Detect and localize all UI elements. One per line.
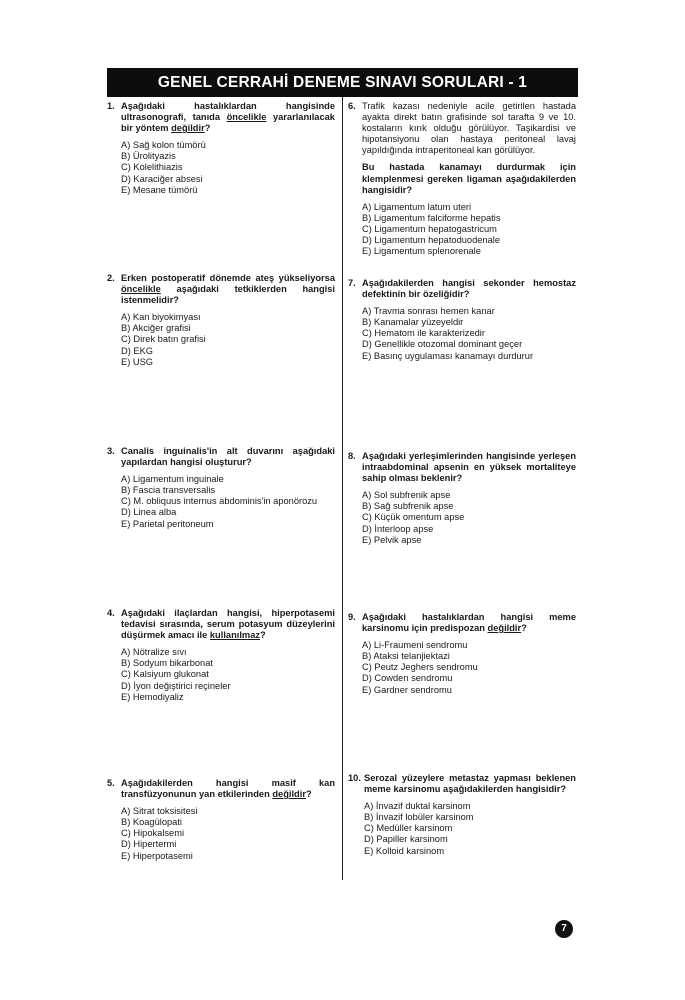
question-2-stem <box>107 273 335 306</box>
question-9 <box>348 612 576 696</box>
question-4 <box>107 608 335 703</box>
question-3-stem <box>107 446 335 468</box>
option-a[interactable]: A) Sol subfrenik apse <box>362 490 451 501</box>
stem-emphasis: değildir <box>487 623 522 634</box>
option-c[interactable]: C) Kalsiyum glukonat <box>121 669 209 680</box>
question-1-options <box>107 140 335 195</box>
question-5-number: 5. <box>107 778 115 788</box>
option-c[interactable]: C) Kolelithiazis <box>121 162 183 173</box>
question-10 <box>348 773 576 857</box>
question-10-options <box>348 801 576 856</box>
stem-emphasis: kullanılmaz <box>209 630 261 641</box>
option-e[interactable]: E) Basınç uygulaması kanamayı durdurur <box>362 350 534 361</box>
option-d[interactable]: D) Karaciğer absesi <box>121 173 203 184</box>
stem-text: Serozal yüzeylere metastaz yapması beklenen meme karsinomu aşağıdakilerden hangisidir? <box>364 773 576 795</box>
question-3-number: 3. <box>107 446 115 456</box>
option-d[interactable]: D) Linea alba <box>121 507 177 518</box>
option-d[interactable]: D) EKG <box>121 345 154 356</box>
question-8 <box>348 451 576 546</box>
option-b[interactable]: B) Ürolityazis <box>121 151 176 162</box>
stem-text: Canalis inguinalis'in alt duvarını aşağıdaki yapılardan hangisi oluşturur? <box>121 446 335 468</box>
stem-text-part: ? <box>521 623 527 634</box>
option-b[interactable]: B) Sodyum bikarbonat <box>121 658 213 669</box>
stem-emphasis: öncelikle <box>226 112 267 123</box>
stem-text-part: Aşağıdaki hastalıklardan hangisi meme karsinomu için predispozan <box>362 612 576 634</box>
option-e[interactable]: E) USG <box>121 356 154 367</box>
option-a[interactable]: A) Ligamentum inguinale <box>121 474 224 485</box>
option-b[interactable]: B) Koagülopati <box>121 817 182 828</box>
option-d[interactable]: D) Cowden sendromu <box>362 673 453 684</box>
option-e[interactable]: E) Ligamentum splenorenale <box>362 246 481 257</box>
page-title: GENEL CERRAHİ DENEME SINAVI SORULARI - 1 <box>107 68 578 97</box>
option-a[interactable]: A) Nötralize sıvı <box>121 647 187 658</box>
question-3-options <box>107 474 335 529</box>
option-d[interactable]: D) İyon değiştirici reçineler <box>121 680 231 691</box>
stem-text: Aşağıdakilerden hangisi sekonder hemostaz defektinin bir özeliğidir? <box>362 278 576 300</box>
case-text: Trafik kazası nedeniyle acile getirilen hastada ayakta direkt batın grafisinde sol tarafta 9 ve 10. kostaların kırık olduğu görülüyor. Taşikardisi ve hipotansiyonu olan hastaya peritoneal lavaj yapıldığında intraperitoneal kan görülüyor. <box>362 101 576 156</box>
option-d[interactable]: D) Ligamentum hepatoduodenale <box>362 235 501 246</box>
page-number: 7 <box>555 920 573 938</box>
option-c[interactable]: C) Hematom ile karakterizedir <box>362 328 485 339</box>
option-b[interactable]: B) Akciğer grafisi <box>121 323 191 334</box>
option-d[interactable]: D) Genellikle otozomal dominant geçer <box>362 339 523 350</box>
stem-text-part: Aşağıdakilerden hangisi masif kan transfüzyonunun yan etkilerinden <box>121 778 335 800</box>
stem-text-part: Aşağıdaki hastalıklardan hangisinde ultrasonografi, tanıda <box>121 101 335 123</box>
option-c[interactable]: C) Hipokalsemi <box>121 828 185 839</box>
question-8-stem <box>348 451 576 484</box>
question-8-number: 8. <box>348 451 356 461</box>
question-6-case <box>348 101 576 156</box>
option-a[interactable]: A) Kan biyokimyası <box>121 312 201 323</box>
question-5-stem <box>107 778 335 800</box>
stem-text-part: aşağıdaki tetkiklerden hangisi istenmelidir? <box>121 284 335 306</box>
option-e[interactable]: E) Hiperpotasemi <box>121 850 193 861</box>
question-2-number: 2. <box>107 273 115 283</box>
stem-emphasis: değildir <box>272 789 306 800</box>
option-d[interactable]: D) İnterloop apse <box>362 523 434 534</box>
option-c[interactable]: C) M. obliquus internus abdominis'in aponörozu <box>121 496 318 507</box>
option-e[interactable]: E) Mesane tümörü <box>121 184 198 195</box>
question-5-options <box>107 806 335 861</box>
option-e[interactable]: E) Gardner sendromu <box>362 684 452 695</box>
question-7-options <box>348 306 576 361</box>
question-2-options <box>107 312 335 367</box>
stem-emphasis: değildir <box>171 123 205 134</box>
option-e[interactable]: E) Kolloid karsinom <box>364 845 445 856</box>
stem-text-part: ? <box>305 789 312 800</box>
question-6-stem: Bu hastada kanamayı durdurmak için klemplenmesi gereken ligaman aşağıdakilerden hangisidir? <box>362 162 576 195</box>
option-b[interactable]: B) Sağ subfrenik apse <box>362 501 454 512</box>
question-4-number: 4. <box>107 608 115 618</box>
question-8-options <box>348 490 576 545</box>
option-b[interactable]: B) İnvazif lobüler karsinom <box>364 812 474 823</box>
option-e[interactable]: E) Parietal peritoneum <box>121 518 214 529</box>
option-a[interactable]: A) Ligamentum latum uteri <box>362 201 472 212</box>
option-d[interactable]: D) Papiller karsinom <box>364 834 448 845</box>
question-1 <box>107 101 335 196</box>
stem-emphasis: öncelikle <box>121 284 161 295</box>
option-c[interactable]: C) Peutz Jeghers sendromu <box>362 662 478 673</box>
question-2 <box>107 273 335 368</box>
question-4-stem <box>107 608 335 641</box>
question-6 <box>348 101 576 257</box>
question-6-options <box>348 202 576 257</box>
question-1-stem <box>107 101 335 134</box>
column-divider <box>342 97 343 880</box>
option-b[interactable]: B) Ataksi telanjiektazi <box>362 651 450 662</box>
stem-text-part: Aşağıdaki ilaçlardan hangisi, hiperpotasemi tedavisi sırasında, serum potasyum düzeylerini düşürmek amacı ile <box>121 608 335 641</box>
option-b[interactable]: B) Fascia transversalis <box>121 485 216 496</box>
option-c[interactable]: C) Ligamentum hepatogastricum <box>362 223 497 234</box>
question-9-number: 9. <box>348 612 356 622</box>
option-a[interactable]: A) İnvazif duktal karsinom <box>364 801 471 812</box>
question-9-stem <box>348 612 576 634</box>
question-10-number: 10. <box>348 773 361 783</box>
question-9-options <box>348 640 576 695</box>
stem-text-part: Erken postoperatif dönemde ateş yükseliyorsa <box>121 273 335 283</box>
option-c[interactable]: C) Medüller karsinom <box>364 823 453 834</box>
option-a[interactable]: A) Travma sonrası hemen kanar <box>362 306 495 317</box>
stem-text-part: yararlanılacak bir yöntem <box>121 112 335 134</box>
stem-text-part: ? <box>204 123 211 134</box>
question-6-number: 6. <box>348 101 356 111</box>
question-7-stem <box>348 278 576 300</box>
option-a[interactable]: A) Sağ kolon tümörü <box>121 140 206 151</box>
stem-text: Aşağıdaki yerleşimlerinden hangisinde yerleşen intraabdominal apsenin en yüksek mortaliteye sahip olması beklenir? <box>362 451 576 484</box>
question-1-number: 1. <box>107 101 115 111</box>
option-d[interactable]: D) Hipertermi <box>121 839 177 850</box>
question-4-options <box>107 647 335 702</box>
option-a[interactable]: A) Li-Fraumeni sendromu <box>362 640 468 651</box>
option-c[interactable]: C) Direk batın grafisi <box>121 334 206 345</box>
question-3 <box>107 446 335 530</box>
question-7-number: 7. <box>348 278 356 288</box>
option-e[interactable]: E) Hemodiyaliz <box>121 691 184 702</box>
option-a[interactable]: A) Sitrat toksisitesi <box>121 806 198 817</box>
option-b[interactable]: B) Ligamentum falciforme hepatis <box>362 212 501 223</box>
stem-text-part: ? <box>260 630 266 641</box>
question-10-stem <box>348 773 576 795</box>
question-5 <box>107 778 335 862</box>
option-c[interactable]: C) Küçük omentum apse <box>362 512 465 523</box>
question-7 <box>348 278 576 362</box>
option-b[interactable]: B) Kanamalar yüzeyeldir <box>362 317 464 328</box>
option-e[interactable]: E) Pelvik apse <box>362 534 422 545</box>
